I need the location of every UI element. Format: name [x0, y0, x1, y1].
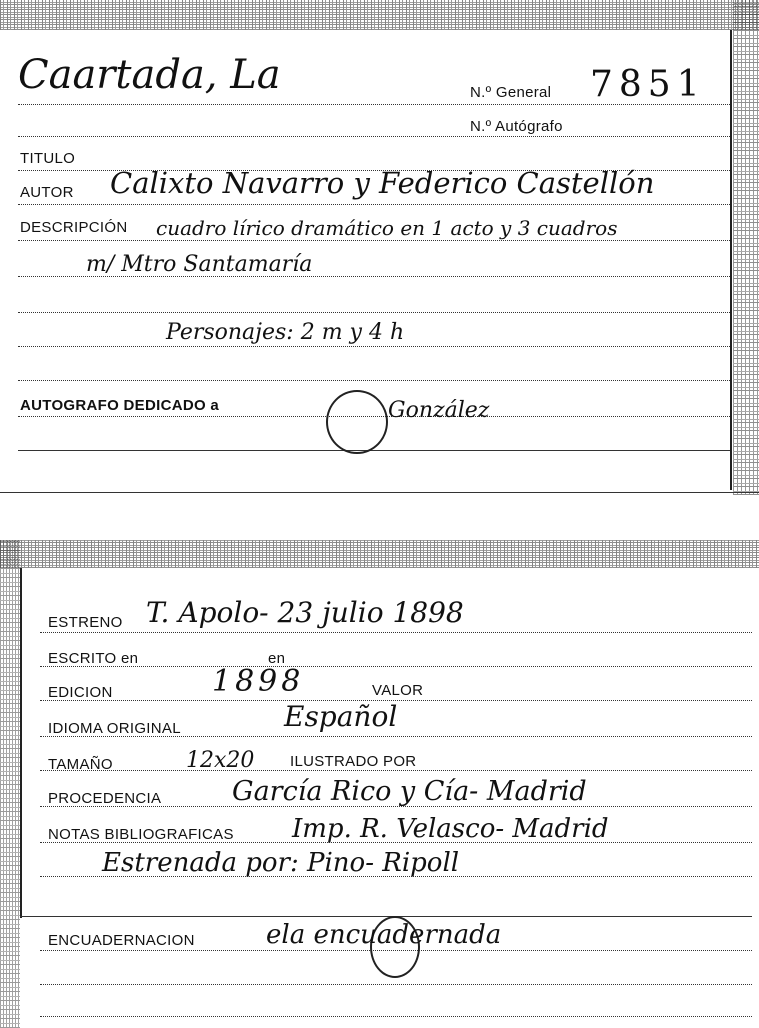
- card-right-border: [730, 30, 732, 490]
- rule-line: [18, 204, 730, 205]
- autor-label: AUTOR: [20, 184, 74, 201]
- edicion-label: EDICION: [48, 684, 113, 701]
- rule-line: [18, 312, 730, 313]
- card-left-border: [20, 568, 22, 918]
- rule-line: [40, 770, 752, 771]
- autor-value: Calixto Navarro y Federico Castellón: [110, 166, 655, 200]
- rule-line: [18, 346, 730, 347]
- encuadernacion-value: ela encuadernada: [266, 920, 502, 950]
- library-stamp: [326, 390, 388, 454]
- rule-line: [18, 136, 730, 137]
- escrito-en-label: en: [268, 650, 286, 667]
- procedencia-value: García Rico y Cía- Madrid: [232, 776, 587, 807]
- autografo-label: N.º Autógrafo: [470, 118, 563, 135]
- rule-line: [40, 632, 752, 633]
- escrito-label: ESCRITO en: [48, 650, 139, 667]
- general-label: N.º General: [470, 84, 552, 101]
- edicion-value: 1898: [212, 664, 305, 699]
- rule-line: [18, 240, 730, 241]
- estreno-value: T. Apolo- 23 julio 1898: [146, 596, 464, 629]
- dedicado-label: AUTOGRAFO DEDICADO a: [20, 397, 220, 414]
- handwritten-title: Caartada, La: [18, 52, 281, 98]
- scan-noise-top: [0, 0, 759, 30]
- rule-line: [40, 1016, 752, 1017]
- descripcion-value-line2: m/ Mtro Santamaría: [86, 252, 313, 277]
- valor-label: VALOR: [372, 682, 424, 699]
- procedencia-label: PROCEDENCIA: [48, 790, 162, 807]
- rule-line: [40, 666, 752, 667]
- estreno-label: ESTRENO: [48, 614, 123, 631]
- descripcion-label: DESCRIPCIÓN: [20, 219, 128, 236]
- idioma-label: IDIOMA ORIGINAL: [48, 720, 181, 737]
- scan-noise-top: [0, 540, 759, 568]
- notas-label: NOTAS BIBLIOGRAFICAS: [48, 826, 234, 843]
- idioma-value: Español: [284, 700, 398, 733]
- scan-noise-right: [733, 0, 759, 495]
- rule-line: [40, 984, 752, 985]
- descripcion-value-line1: cuadro lírico dramático en 1 acto y 3 cuadros: [156, 216, 618, 240]
- notas-value: Imp. R. Velasco- Madrid: [292, 814, 609, 844]
- encuadernacion-label: ENCUADERNACION: [48, 932, 195, 949]
- catalog-card-back: [0, 540, 759, 1028]
- personajes-value: Personajes: 2 m y 4 h: [166, 320, 405, 345]
- card-bottom-edge: [0, 492, 759, 493]
- notas-value-line2: Estrenada por: Pino- Ripoll: [102, 848, 460, 878]
- tamano-label: TAMAÑO: [48, 756, 113, 773]
- rule-line: [18, 380, 730, 381]
- dedicado-value: González: [388, 398, 490, 423]
- tamano-value: 12x20: [186, 748, 255, 773]
- rule-line: [18, 450, 730, 451]
- ilustrado-label: ILUSTRADO POR: [290, 753, 417, 770]
- catalog-card-front: [0, 0, 759, 495]
- scan-noise-left: [0, 540, 20, 1028]
- titulo-label: TITULO: [20, 150, 76, 167]
- general-number: 7851: [590, 64, 706, 105]
